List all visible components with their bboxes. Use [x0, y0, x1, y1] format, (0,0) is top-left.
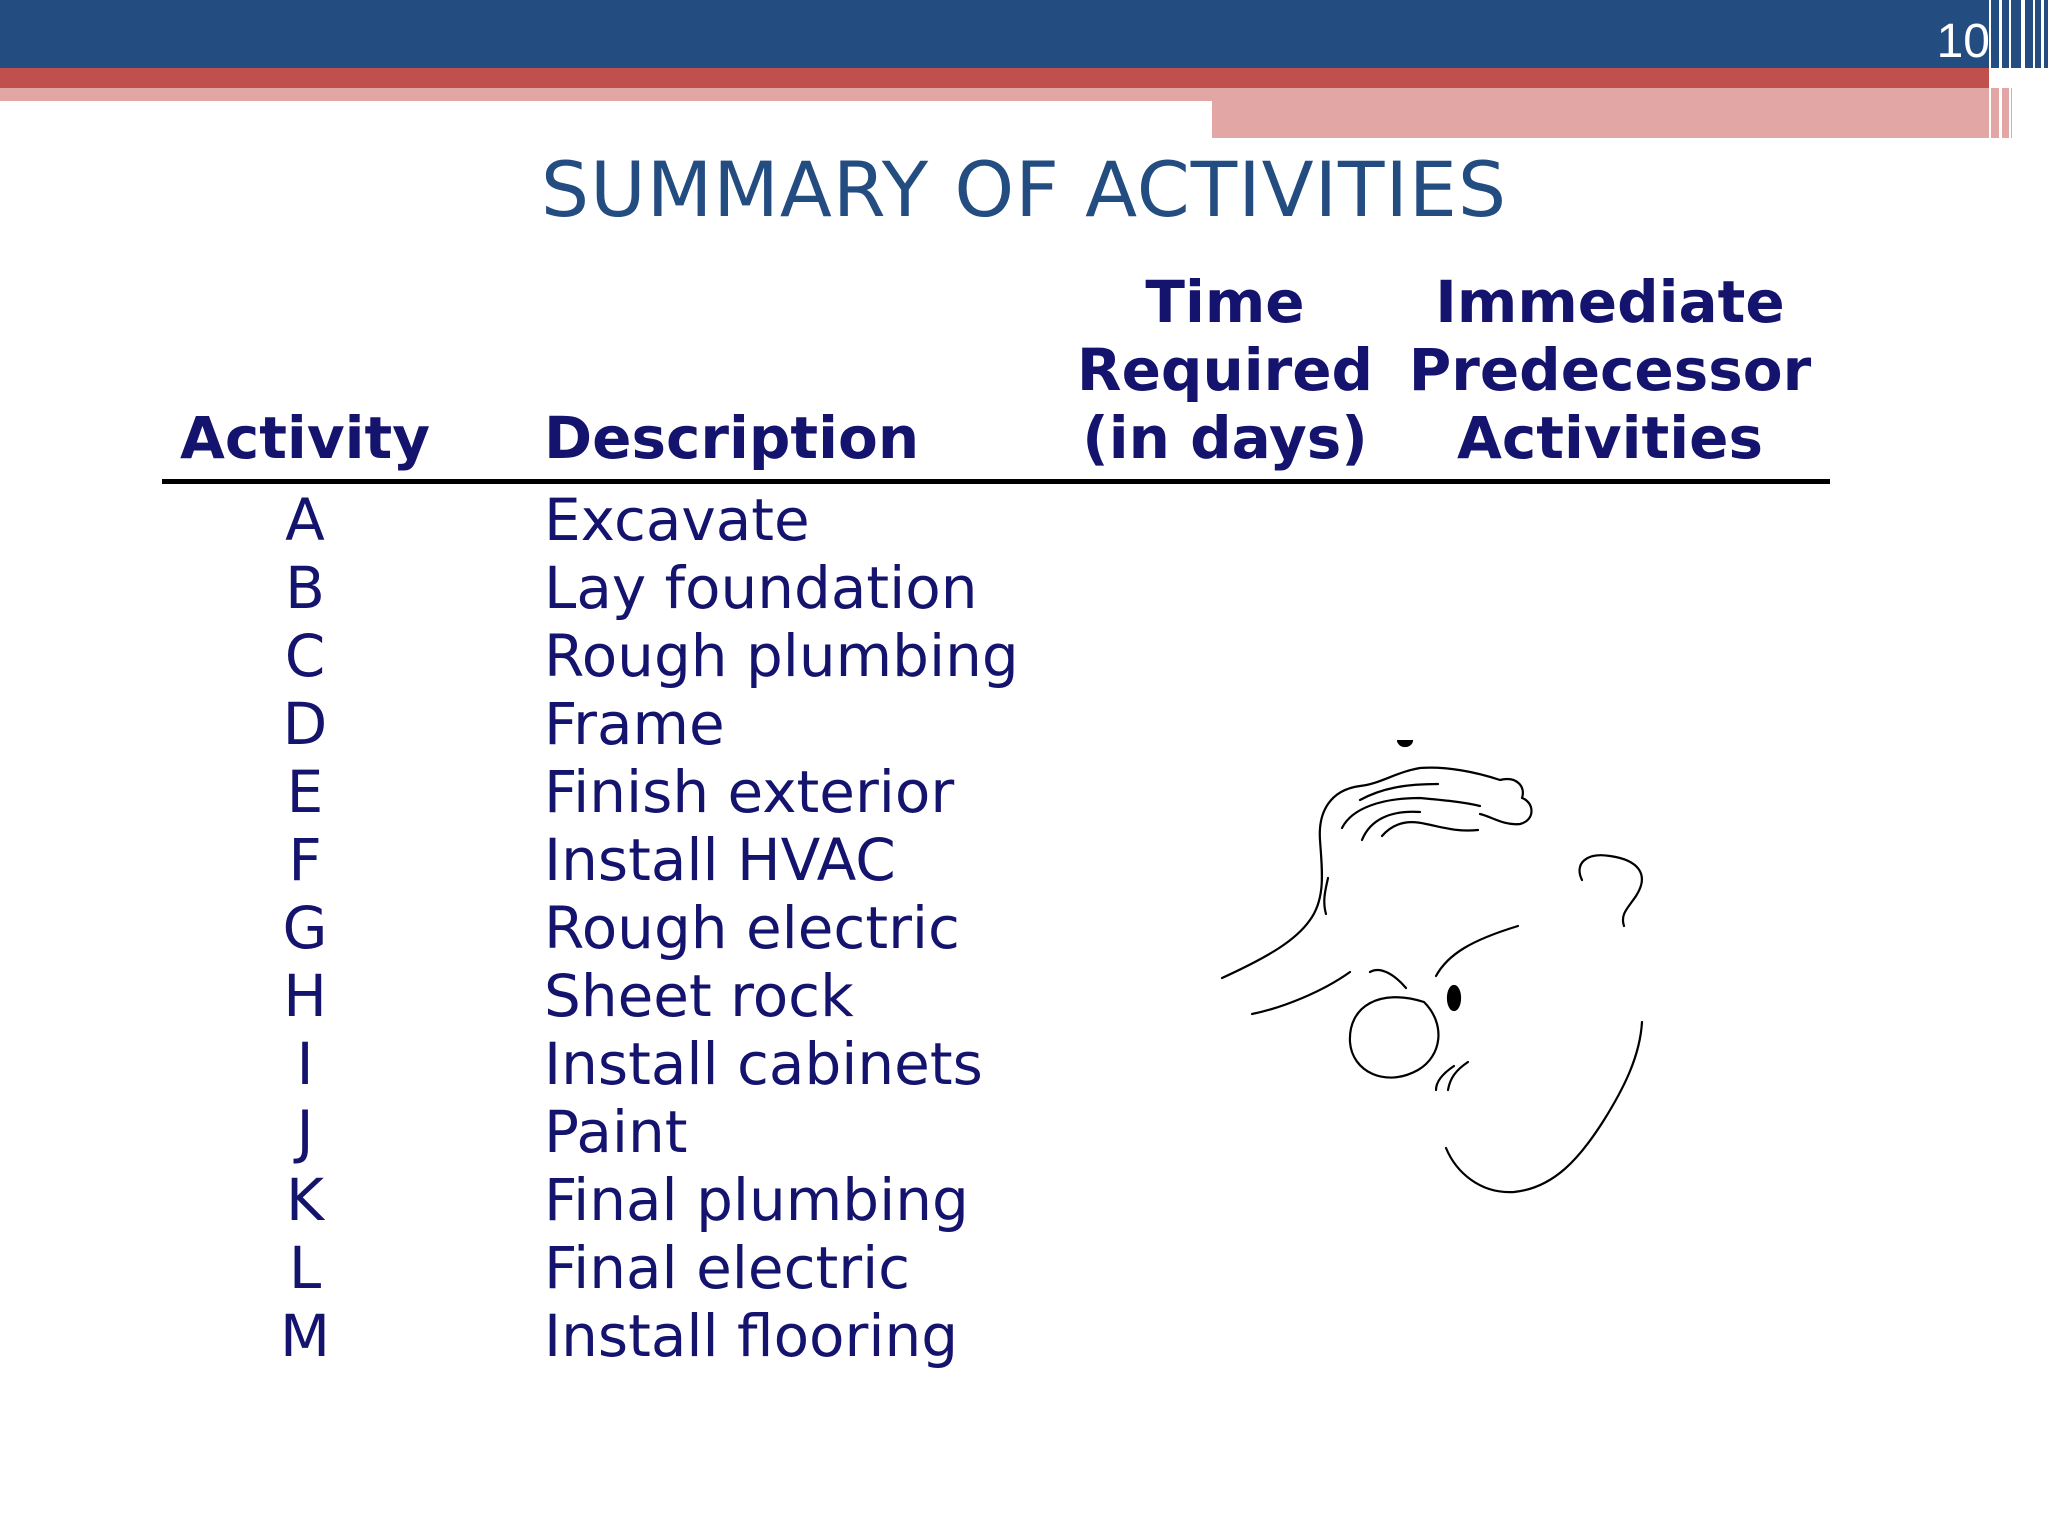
header-description-label: Description: [544, 404, 920, 472]
table-row: [0, 622, 1100, 690]
header-time-line-3: (in days): [1082, 404, 1368, 472]
description-cell: Sheet rock: [544, 962, 854, 1030]
header-band-pink-thick: [1212, 88, 2012, 138]
header-stripes: [1985, 0, 2048, 138]
table-row: [0, 1166, 1100, 1234]
header-predecessor-line-2: Predecessor: [1408, 336, 1812, 404]
header-band-red: [0, 68, 1990, 88]
description-cell: Excavate: [544, 486, 810, 554]
description-cell: Paint: [544, 1098, 688, 1166]
activity-cell: M: [279, 1302, 331, 1370]
description-cell: Install flooring: [544, 1302, 959, 1370]
table-row: [0, 894, 1100, 962]
table-row: [0, 486, 1100, 554]
header-band-pink-thin: [0, 88, 1212, 101]
header-time-line-1: Time: [1145, 268, 1305, 336]
header-time-line-2: Required: [1076, 336, 1374, 404]
description-cell: Rough electric: [544, 894, 960, 962]
description-cell: Install cabinets: [544, 1030, 983, 1098]
thinking-face-sketch-icon: [1210, 740, 1690, 1220]
activity-cell: H: [283, 962, 327, 1030]
slide-title: SUMMARY OF ACTIVITIES: [540, 145, 1508, 234]
table-row: [0, 690, 1100, 758]
activity-cell: F: [288, 826, 322, 894]
table-row: [0, 826, 1100, 894]
table-row: [0, 1302, 1100, 1370]
header-predecessor: [1400, 268, 1820, 472]
description-cell: Final plumbing: [544, 1166, 969, 1234]
table-row: [0, 554, 1100, 622]
header-band-blue: [0, 0, 2048, 68]
description-cell: Frame: [544, 690, 725, 758]
header-predecessor-line-1: Immediate: [1435, 268, 1785, 336]
header-activity-label: Activity: [179, 404, 431, 472]
activity-table: [0, 486, 1100, 1370]
page-number: 10: [1936, 15, 1990, 68]
activity-cell: E: [286, 758, 324, 826]
header-description: [544, 404, 919, 472]
table-row: [0, 758, 1100, 826]
table-row: [0, 1234, 1100, 1302]
activity-cell: G: [282, 894, 328, 962]
activity-cell: I: [296, 1030, 314, 1098]
activity-cell: L: [288, 1234, 322, 1302]
table-row: [0, 962, 1100, 1030]
table-row: [0, 1030, 1100, 1098]
header-activity: [170, 404, 440, 472]
activity-cell: C: [284, 622, 326, 690]
activity-cell: A: [285, 486, 325, 554]
description-cell: Finish exterior: [544, 758, 955, 826]
activity-cell: B: [285, 554, 325, 622]
header-time-required: [1075, 268, 1375, 472]
activity-cell: D: [282, 690, 328, 758]
description-cell: Install HVAC: [544, 826, 896, 894]
activity-cell: J: [296, 1098, 314, 1166]
description-cell: Rough plumbing: [544, 622, 1019, 690]
description-cell: Final electric: [544, 1234, 911, 1302]
description-cell: Lay foundation: [544, 554, 978, 622]
activity-cell: K: [285, 1166, 325, 1234]
header-rule: [162, 479, 1830, 484]
table-row: [0, 1098, 1100, 1166]
header-predecessor-line-3: Activities: [1456, 404, 1764, 472]
